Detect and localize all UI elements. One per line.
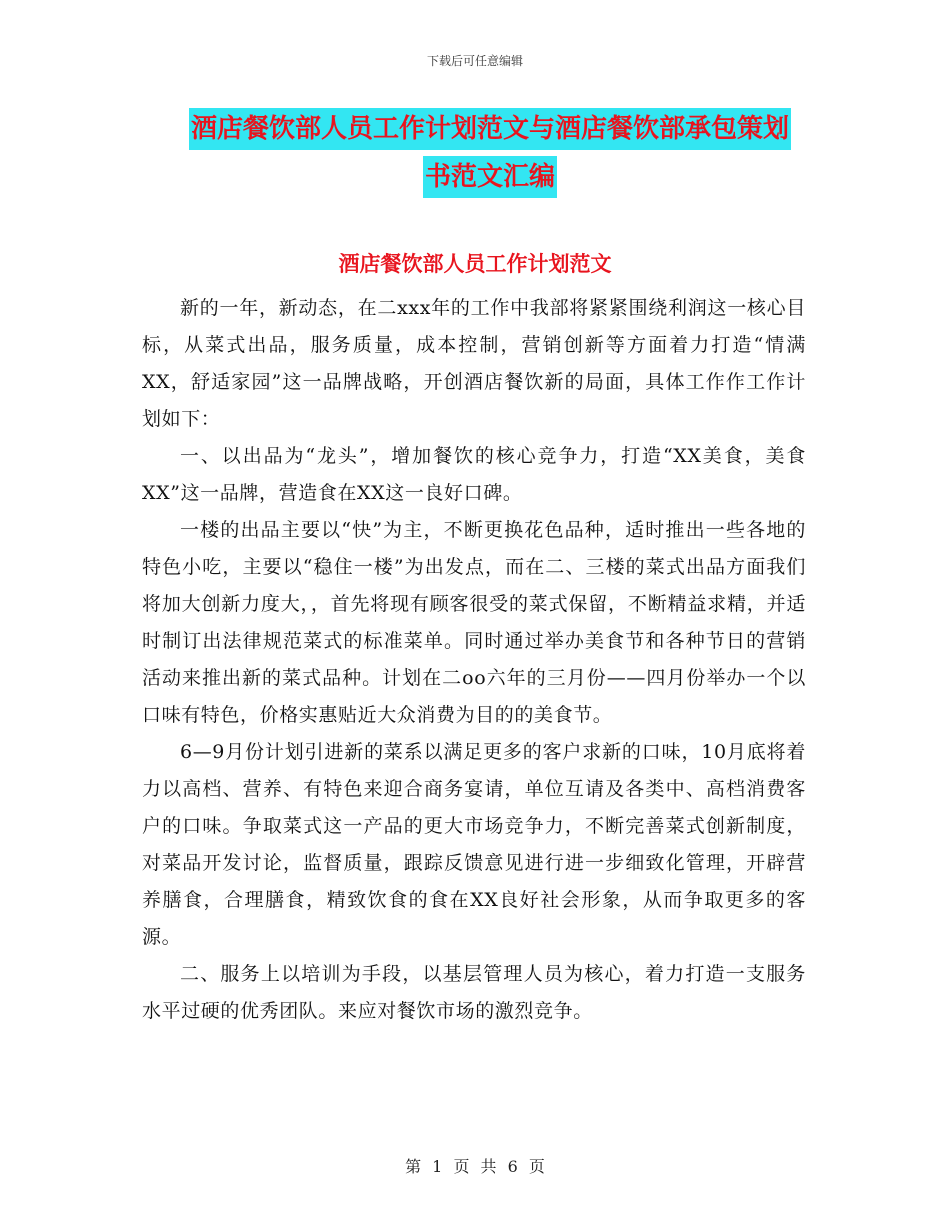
header-note: 下载后可任意编辑 xyxy=(426,54,523,68)
paragraph-cuisine-plan: 6—9月份计划引进新的菜系以满足更多的客户求新的口味，10月底将着力以高档、营养、有特色来迎合商务宴请，单位互请及各类中、高档消费客户的口味。争取菜式这一产品的更大市场竞争力，不断完善菜式创新制度，对菜品开发讨论，监督质量，跟踪反馈意见进行进一步细致化管理，开辟营养膳食，合理膳食，精致饮食的食在XX良好社会形象，从而争取更多的客源。 xyxy=(142,741,806,948)
title-line-2: 书范文汇编 xyxy=(423,156,557,198)
body-text xyxy=(142,290,806,1030)
paragraph-first-floor: 一楼的出品主要以“快”为主，不断更换花色品种，适时推出一些各地的特色小吃，主要以“稳住一楼”为出发点，而在二、三楼的菜式出品方面我们将加大创新力度大，，首先将现有顾客很受的菜式保留，不断精益求精，并适时制订出法律规范菜式的标准菜单。同时通过举办美食节和各种节日的营销活动来推出新的菜式品种。计划在二oo六年的三月份——四月份举办一个以口味有特色，价格实惠贴近大众消费为目的的美食节。 xyxy=(142,519,806,726)
paragraph-intro: 新的一年，新动态，在二xxx年的工作中我部将紧紧围绕利润这一核心目标，从菜式出品，服务质量，成本控制，营销创新等方面着力打造“情满XX，舒适家园”这一品牌战略，开创酒店餐饮新的局面，具体工作作工作计划如下： xyxy=(142,297,806,430)
page-number: 第 1 页 共 6 页 xyxy=(405,1157,545,1176)
paragraph-point-one: 一、以出品为“龙头”，增加餐饮的核心竞争力，打造“XX美食，美食XX”这一品牌，营造食在XX这一良好口碑。 xyxy=(142,445,806,504)
document-title xyxy=(140,108,840,198)
section-subtitle: 酒店餐饮部人员工作计划范文 xyxy=(338,251,612,276)
title-line-1: 酒店餐饮部人员工作计划范文与酒店餐饮部承包策划 xyxy=(189,108,791,150)
paragraph-point-two: 二、服务上以培训为手段，以基层管理人员为核心，着力打造一支服务水平过硬的优秀团队。来应对餐饮市场的激烈竞争。 xyxy=(142,963,806,1022)
